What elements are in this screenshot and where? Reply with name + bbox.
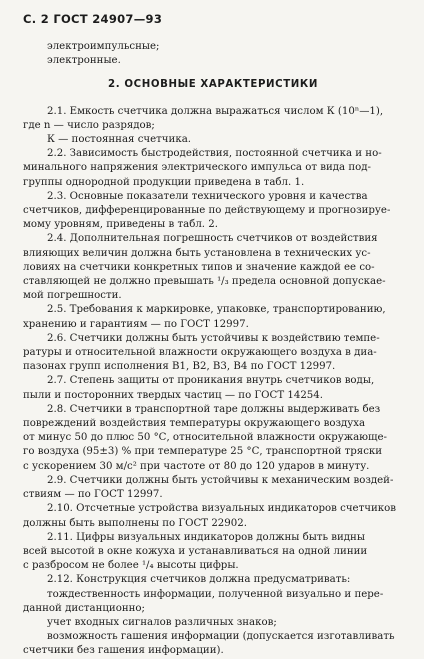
intro-line: электроимпульсные; xyxy=(47,41,160,52)
paragraph xyxy=(23,147,403,190)
paragraph-line: счетчики без гашения информации). xyxy=(23,645,224,657)
paragraph-line: должны быть выполнены по ГОСТ 22902. xyxy=(23,517,247,529)
paragraph xyxy=(23,403,403,474)
paragraph xyxy=(23,332,403,375)
paragraph-line: ловиях на счетчики конкретных типов и значение каждой ее со- xyxy=(23,261,375,273)
paragraph-list xyxy=(23,105,403,659)
paragraph-line: 2.5. Требования к маркировке, упаковке, транспортированию, xyxy=(47,304,386,316)
paragraph-line: тождественность информации, полученной визуально и пере- xyxy=(47,588,384,600)
paragraph-line: 2.10. Отсчетные устройства визуальных индикаторов счетчиков xyxy=(47,503,396,515)
intro-line: электронные. xyxy=(47,55,121,67)
paragraph-line: К — постоянная счетчика. xyxy=(47,134,192,146)
paragraph-line: ратуры и относительной влажности окружающего воздуха в диа- xyxy=(23,347,377,359)
paragraph-line: 2.7. Степень защиты от проникания внутрь счетчиков воды, xyxy=(47,375,375,387)
paragraph-line: всей высотой в окне кожуха и устанавливаться на одной линии xyxy=(23,545,368,557)
paragraph-line: 2.3. Основные показатели технического уровня и качества xyxy=(47,190,368,202)
paragraph xyxy=(23,374,403,402)
paragraph xyxy=(23,232,403,303)
paragraph-line: группы однородной продукции приведена в табл. 1. xyxy=(23,176,305,188)
paragraph-line: пазонах групп исполнения В1, В2, В3, В4 по ГОСТ 12997. xyxy=(23,361,336,373)
paragraph xyxy=(23,573,403,658)
paragraph-line: хранению и гарантиям — по ГОСТ 12997. xyxy=(23,318,249,330)
document-body xyxy=(23,40,403,659)
paragraph-line: 2.1. Емкость счетчика должна выражаться числом К (10ⁿ—1), xyxy=(47,105,384,117)
paragraph-line: где n — число разрядов; xyxy=(23,119,155,131)
paragraph xyxy=(23,303,403,331)
paragraph-line: от минус 50 до плюс 50 °С, относительной влажности окружающе- xyxy=(23,432,387,444)
paragraph-line: влияющих величин должна быть установлена в технических ус- xyxy=(23,247,371,259)
paragraph-line: возможность гашения информации (допускается изготавливать xyxy=(47,631,395,643)
paragraph-line: 2.6. Счетчики должны быть устойчивы к воздействию темпе- xyxy=(47,332,380,344)
paragraph-line: 2.4. Дополнительная погрешность счетчиков от воздействия xyxy=(47,233,378,245)
paragraph xyxy=(23,531,403,574)
paragraph xyxy=(23,474,403,502)
paragraph-line: счетчиков, дифференцированные по действующему и прогнозируе- xyxy=(23,205,391,217)
paragraph-line: ствиям — по ГОСТ 12997. xyxy=(23,489,163,501)
paragraph xyxy=(23,190,403,233)
paragraph-line: мому уровням, приведены в табл. 2. xyxy=(23,219,219,231)
paragraph xyxy=(23,502,403,530)
section-heading: 2. ОСНОВНЫЕ ХАРАКТЕРИСТИКИ xyxy=(108,79,318,91)
page-header: С. 2 ГОСТ 24907—93 xyxy=(23,12,163,26)
paragraph-line: с ускорением 30 м/с² при частоте от 80 до 120 ударов в минуту. xyxy=(23,460,370,472)
paragraph-line: 2.9. Счетчики должны быть устойчивы к механическим воздей- xyxy=(47,474,394,486)
paragraph-line: учет входных сигналов различных знаков; xyxy=(47,616,277,628)
paragraph-line: повреждений воздействия температуры окружающего воздуха xyxy=(23,418,366,430)
paragraph-line: мой погрешности. xyxy=(23,290,122,302)
paragraph-line: ставляющей не должно превышать ¹/₃ предела основной допускае- xyxy=(23,276,386,288)
paragraph xyxy=(23,105,403,148)
paragraph-line: 2.12. Конструкция счетчиков должна предусматривать: xyxy=(47,574,351,586)
paragraph-line: данной дистанционно; xyxy=(23,602,145,614)
paragraph-line: минального напряжения электрического импульса от вида под- xyxy=(23,162,371,174)
paragraph-line: 2.11. Цифры визуальных индикаторов должны быть видны xyxy=(47,531,365,543)
paragraph-line: го воздуха (95±3) % при температуре 25 °С, транспортной тряски xyxy=(23,446,383,458)
paragraph-line: с разбросом не более ¹/₄ высоты цифры. xyxy=(23,560,239,572)
paragraph-line: пыли и посторонних твердых частиц — по ГОСТ 14254. xyxy=(23,389,324,401)
paragraph-line: 2.2. Зависимость быстродействия, постоянной счетчика и но- xyxy=(47,148,382,160)
paragraph-line: 2.8. Счетчики в транспортной таре должны выдерживать без xyxy=(47,403,381,415)
